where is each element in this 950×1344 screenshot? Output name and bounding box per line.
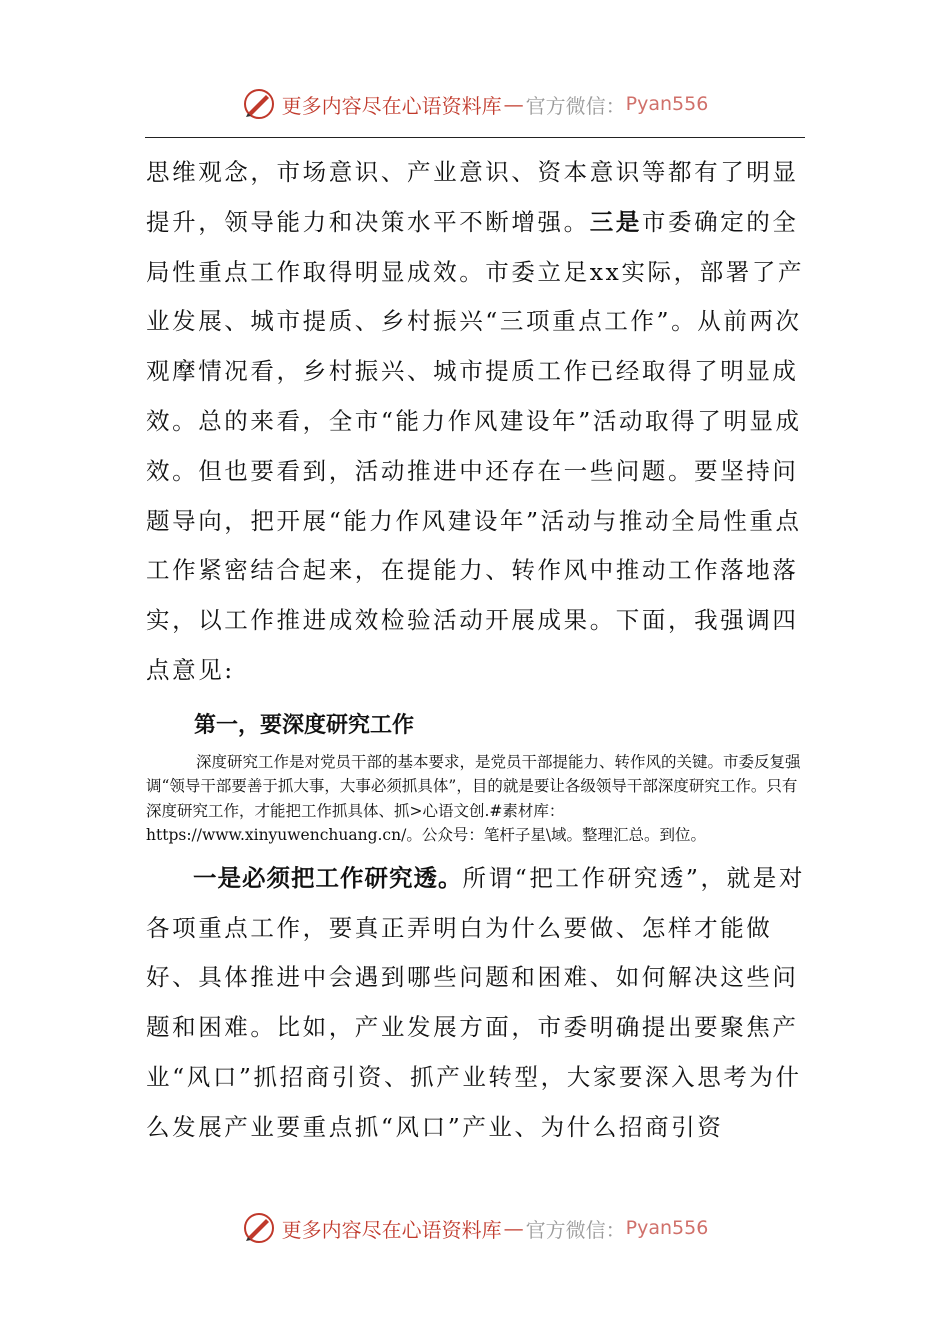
banner-official-label: 官方微信： [525, 93, 626, 118]
paragraph-1 [146, 148, 811, 696]
section-heading-1: 第一，要深度研究工作 [194, 712, 415, 738]
banner-separator: — [503, 92, 524, 116]
footer-banner-official-label: 官方微信： [525, 1217, 626, 1242]
paragraph-2-bold: 一是必须把工作研究透。 [193, 863, 463, 892]
header-banner [0, 84, 950, 124]
paragraph-2-text: 所谓“把工作研究透”，就是对各项重点工作，要真正弄明白为什么要做、怎样才能做好、具体推进中会遇到哪些问题和困难、如何解决这些问题和困难。比如，产业发展方面，市委明确提出要聚焦产业“风口”抓招商引资、抓产业转型，大家要深入思考为什么发展产业要重点抓“风口”产业、为什么招商引资 [146, 863, 805, 1141]
paragraph-1-bold: 三是 [589, 207, 642, 236]
header-divider [145, 137, 805, 138]
document-body [146, 148, 811, 1153]
footer-banner [0, 1208, 950, 1248]
footer-banner-text: 更多内容尽在心语资料库 [281, 1217, 502, 1242]
pen-circle-logo-icon [242, 1211, 276, 1245]
footer-banner-separator: — [503, 1216, 524, 1240]
footer-banner-wechat-id: Pyan556 [625, 1217, 709, 1239]
paragraph-1-text-a: 思维观念，市场意识、产业意识、资本意识等都有了明显提升，领导能力和决策水平不断增强。 [146, 158, 799, 236]
pen-circle-logo-icon [242, 87, 276, 121]
banner-wechat-id: Pyan556 [625, 93, 709, 115]
paragraph-1-text-b: 市委确定的全局性重点工作取得明显成效。市委立足xx实际，部署了产业发展、城市提质、乡村振兴“三项重点工作”。从前两次观摩情况看，乡村振兴、城市提质工作已经取得了明显成效。总的来看，全市“能力作风建设年”活动取得了明显成效。但也要看到，活动推进中还存在一些问题。要坚持问题导向，把开展“能力作风建设年”活动与推动全局性重点工作紧密结合起来，在提能力、转作风中推动工作落地落实，以工作推进成效检验活动开展成果。下面，我强调四点意见: [146, 207, 805, 684]
banner-text: 更多内容尽在心语资料库 [281, 93, 502, 118]
paragraph-small: 深度研究工作是对党员干部的基本要求，是党员干部提能力、转作风的关键。市委反复强调“领导干部要善于抓大事，大事必须抓具体”，目的就是要让各级领导干部深度研究工作。只有深度研究工作，才能把工作抓具体、抓>心语文创.#素材库：https://www.xinyuwenchuang.cn/。公众号：笔杆子星\域。整理汇总。到位。 [146, 752, 801, 845]
paragraph-2 [146, 854, 811, 1153]
